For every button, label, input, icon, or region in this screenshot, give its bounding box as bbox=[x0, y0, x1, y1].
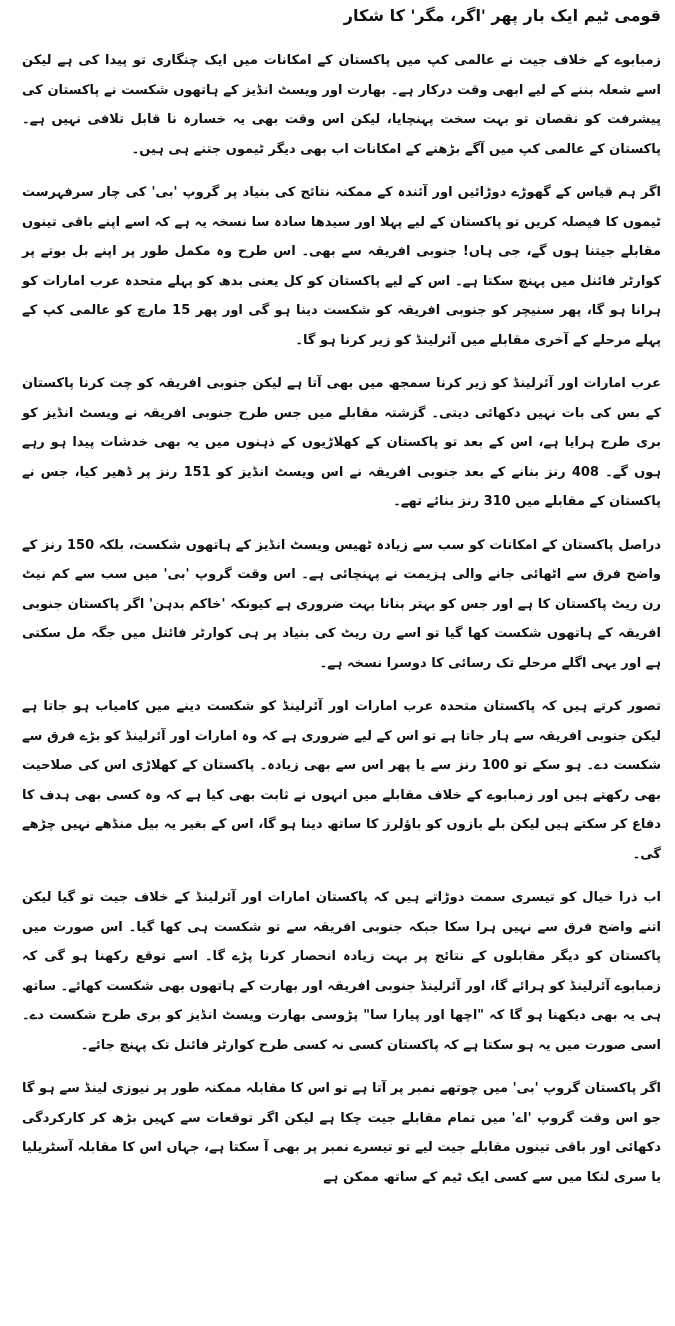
article-paragraph-6: اب ذرا خیال کو تیسری سمت دوڑاتے ہیں کہ پاکستان امارات اور آئرلینڈ کے خلاف جیت تو گیا لیکن اتنے واضح فرق سے نہیں ہرا سکا جبکہ جنوبی افریقہ سے تو شکست ہی کھا گیا۔ اس صورت میں پاکستان کو دیگر مقابلوں کے نتائج پر بہت زیادہ انحصار کرنا پڑے گا۔ اسے توقع رکھنا ہو گی کہ زمبابوے آئرلینڈ کو ہرائے گا، اور آئرلینڈ جنوبی افریقہ اور بھارت کے ہاتھوں بھی شکست کھائے۔ ساتھ ہی یہ بھی دیکھنا ہو گا کہ "اچھا اور پیارا سا" پڑوسی بھارت ویسٹ انڈیز کو بری طرح شکست دے۔ اسی صورت میں یہ ہو سکتا ہے کہ پاکستان کسی نہ کسی طرح کوارٹر فائنل تک پہنچ جائے۔ bbox=[22, 890, 661, 1053]
article-headline: قومی ٹیم ایک بار پھر 'اگر، مگر' کا شکار bbox=[343, 6, 661, 25]
article-paragraph-2: اگر ہم قیاس کے گھوڑے دوڑائیں اور آئندہ کے ممکنہ نتائج کی بنیاد پر گروپ 'بی' کی چار سرفہرست ٹیموں کا فیصلہ کریں تو پاکستان کے لیے پہلا اور سیدھا سادہ سا نسخہ یہ ہے کہ اسے اپنے باقی تینوں مقابلے جیتنا ہوں گے، جی ہاں! جنوبی افریقہ سے بھی۔ اس طرح وہ مکمل طور پر اپنے بل بوتے پر کوارٹر فائنل میں پہنچ سکتا ہے۔ اس کے لیے پاکستان کو کل یعنی بدھ کو پہلے متحدہ عرب امارات کو ہرانا ہو گا، پھر سنیچر کو جنوبی افریقہ کو شکست دینا ہو گی اور پھر 15 مارچ کو عالمی کپ کے پہلے مرحلے کے آخری مقابلے میں آئرلینڈ کو زیر کرنا ہو گا۔ bbox=[22, 185, 661, 348]
article-paragraph-4: دراصل پاکستان کے امکانات کو سب سے زیادہ ٹھیس ویسٹ انڈیز کے ہاتھوں شکست، بلکہ 150 رنز کے واضح فرق سے اٹھائی جانے والی ہزیمت نے پہنچائی ہے۔ اس وقت گروپ 'بی' میں سب سے کم نیٹ رن ریٹ پاکستان کا ہے اور جس کو بہتر بنانا بہت ضروری ہے کیونکہ 'خاکم بدہن' اگر پاکستان جنوبی افریقہ کے ہاتھوں شکست کھا گیا تو اسے رن ریٹ کی بنیاد پر ہی کوارٹر فائنل میں جگہ مل سکتی ہے اور یہی اگلے مرحلے تک رسائی کا دوسرا نسخہ ہے۔ bbox=[22, 537, 661, 671]
article-paragraph-3: عرب امارات اور آئرلینڈ کو زیر کرنا سمجھ میں بھی آتا ہے لیکن جنوبی افریقہ کو چت کرنا پاکستان کے بس کی بات نہیں دکھائی دیتی۔ گزشتہ مقابلے میں جس طرح جنوبی افریقہ نے ویسٹ انڈیز کو بری طرح ہرایا ہے، اس کے بعد تو پاکستان کے کھلاڑیوں کے ذہنوں میں یہ بھی خدشات پیدا ہو رہے ہوں گے۔ 408 رنز بنانے کے بعد جنوبی افریقہ نے اس ویسٹ انڈیز کو 151 رنز پر ڈھیر کیا، جس نے پاکستان کے مقابلے میں 310 رنز بنائے تھے۔ bbox=[22, 376, 661, 509]
article bbox=[22, 4, 661, 1206]
article-paragraph-7: اگر پاکستان گروپ 'بی' میں چوتھے نمبر پر آتا ہے تو اس کا مقابلہ ممکنہ طور پر نیوزی لینڈ سے ہو گا جو اس وقت گروپ 'اے' میں تمام مقابلے جیت چکا ہے لیکن اگر توقعات سے کہیں بڑھ کر کارکردگی دکھائی اور باقی تینوں مقابلے جیت لیے تو تیسرے نمبر پر بھی آ سکتا ہے، جہاں اس کا مقابلہ آسٹریلیا یا سری لنکا میں سے کسی ایک ٹیم کے ساتھ ممکن ہے bbox=[22, 1081, 661, 1185]
article-paragraph-5: تصور کرتے ہیں کہ پاکستان متحدہ عرب امارات اور آئرلینڈ کو شکست دینے میں کامیاب ہو جاتا ہے لیکن جنوبی افریقہ سے ہار جاتا ہے تو اس کے لیے ضروری ہے کہ وہ امارات اور آئرلینڈ کو بڑے فرق سے شکست دے۔ ہو سکے تو 100 رنز سے یا پھر اس سے بھی زیادہ۔ پاکستان کے کھلاڑی اس کی صلاحیت بھی رکھتے ہیں اور زمبابوے کے خلاف مقابلے میں انہوں نے ثابت بھی کیا ہے کہ وہ کسی بھی ہدف کا دفاع کر سکتے ہیں لیکن بلے بازوں کو باؤلرز کا ساتھ دینا ہو گا، اس کے بغیر یہ بیل منڈھے نہیں چڑھے گی۔ bbox=[22, 699, 661, 862]
article-paragraph-1: زمبابوے کے خلاف جیت نے عالمی کپ میں پاکستان کے امکانات میں ایک چنگاری تو پیدا کی ہے لیکن اسے شعلہ بننے کے لیے ابھی وقت درکار ہے۔ بھارت اور ویسٹ انڈیز کے ہاتھوں شکست نے پاکستان کی پیشرفت کو نقصان تو بہت سخت پہنچایا، لیکن اس وقت بھی یہ خسارہ نا قابل تلافی نہیں ہے۔ پاکستان کے عالمی کپ میں آگے بڑھنے کے امکانات اب بھی دیگر ٹیموں جتنے ہی ہیں۔ bbox=[22, 53, 661, 157]
